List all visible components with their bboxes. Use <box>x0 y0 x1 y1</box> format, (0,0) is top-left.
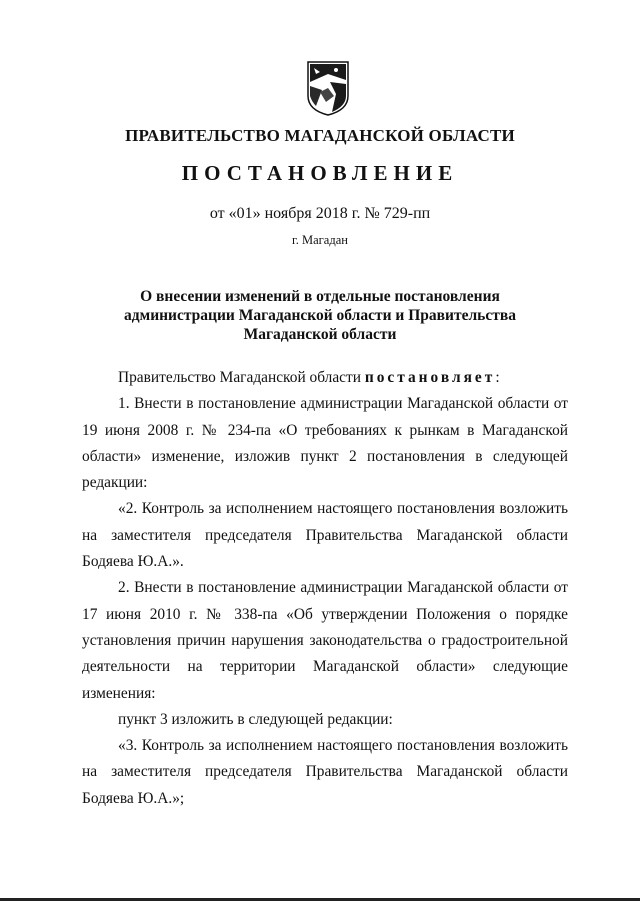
title-line: О внесении изменений в отдельные постановления <box>140 288 500 305</box>
paragraph-1-quote: «2. Контроль за исполнением настоящего постановления возложить на заместителя председателя Правительства Магаданской области Бодяева Ю.А.». <box>82 500 568 571</box>
intro-verb: постановляет <box>364 369 496 386</box>
document-city: г. Магадан <box>292 233 348 247</box>
paragraph-2-item: пункт 3 изложить в следующей редакции: <box>118 710 393 728</box>
intro-paragraph <box>82 365 568 391</box>
document-body <box>82 365 568 812</box>
paragraph-2: 2. Внести в постановление администрации Магаданской области от 17 июня 2010 г. № 338-па «Об утверждении Положения о порядке установления причин нарушения законодательства о градостроительной деятельности на территории Магаданской области» следующие изменения: <box>82 579 568 702</box>
coat-of-arms-icon <box>306 60 350 116</box>
intro-colon: : <box>495 369 500 386</box>
title-line: Магаданской области <box>243 326 397 343</box>
intro-text: Правительство Магаданской области <box>118 369 365 386</box>
document-number: от «01» ноября 2018 г. № 729-пп <box>209 205 431 222</box>
paragraph-1: 1. Внести в постановление администрации Магаданской области от 19 июня 2008 г. № 234-па «О требованиях к рынкам в Магаданской области» изменение, изложив пункт 2 постановления в следующей редакции: <box>82 395 568 492</box>
organization-name: ПРАВИТЕЛЬСТВО МАГАДАНСКОЙ ОБЛАСТИ <box>125 126 515 145</box>
document-title <box>0 287 640 344</box>
title-line: администрации Магаданской области и Правительства <box>124 307 516 324</box>
paragraph-2-quote: «3. Контроль за исполнением настоящего постановления возложить на заместителя председателя Правительства Магаданской области Бодяева Ю.А.»; <box>82 737 568 807</box>
document-type: ПОСТАНОВЛЕНИЕ <box>181 161 459 185</box>
page-bottom-edge <box>0 898 640 901</box>
